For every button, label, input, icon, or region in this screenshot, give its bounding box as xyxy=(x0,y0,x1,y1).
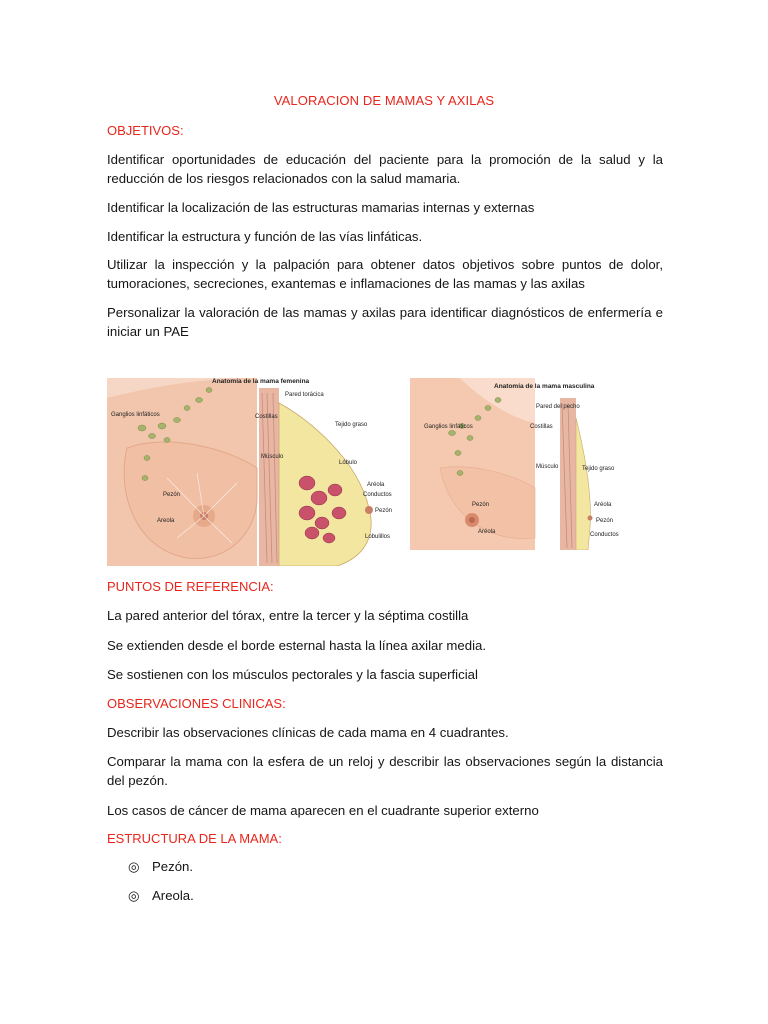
list-item-label: Pezón. xyxy=(152,859,194,874)
observaciones-heading: OBSERVACIONES CLINICAS: xyxy=(107,696,286,711)
svg-text:Aréola: Aréola xyxy=(367,482,385,488)
svg-text:Aréola: Aréola xyxy=(478,529,496,535)
male-breast-anatomy-figure xyxy=(410,378,620,550)
svg-text:Conductos: Conductos xyxy=(590,532,619,538)
svg-text:Pezón: Pezón xyxy=(375,508,393,514)
svg-text:Costillas: Costillas xyxy=(255,414,278,420)
list-item xyxy=(128,888,194,904)
svg-text:Ganglios linfáticos: Ganglios linfáticos xyxy=(424,424,473,430)
svg-text:Músculo: Músculo xyxy=(536,464,559,470)
punto-3: Se sostienen con los músculos pectorales y la fascia superficial xyxy=(107,667,478,682)
punto-2: Se extienden desde el borde esternal hasta la línea axilar media. xyxy=(107,638,487,653)
svg-text:Areola: Areola xyxy=(157,518,175,524)
svg-text:Pared torácica: Pared torácica xyxy=(285,392,324,398)
male-figure-title: Anatomía de la mama masculina xyxy=(494,383,595,390)
objetivo-5: Personalizar la valoración de las mamas y axilas para identificar diagnósticos de enfermería e iniciar un PAE xyxy=(107,305,663,339)
svg-text:Lóbulo: Lóbulo xyxy=(339,460,358,466)
objetivo-3: Identificar la estructura y función de las vías linfáticas. xyxy=(107,229,423,244)
svg-text:Pezón: Pezón xyxy=(163,492,181,498)
observacion-1: Describir las observaciones clínicas de cada mama en 4 cuadrantes. xyxy=(107,725,509,740)
svg-text:Tejido graso: Tejido graso xyxy=(582,466,615,472)
svg-text:Pezón: Pezón xyxy=(596,518,614,524)
bullet-icon: ◎ xyxy=(128,859,140,874)
svg-text:Conductos: Conductos xyxy=(363,492,392,498)
svg-text:Pared del pecho: Pared del pecho xyxy=(536,404,580,410)
bullet-icon: ◎ xyxy=(128,888,140,903)
list-item-label: Areola. xyxy=(152,888,194,903)
svg-text:Ganglios linfáticos: Ganglios linfáticos xyxy=(111,412,160,418)
observacion-2: Comparar la mama con la esfera de un reloj y describir las observaciones según la distancia del pezón. xyxy=(107,754,663,788)
svg-text:Tejido graso: Tejido graso xyxy=(335,422,368,428)
objetivo-1: Identificar oportunidades de educación del paciente para la promoción de la salud y la reducción de los riesgos relacionados con la salud mamaria. xyxy=(107,152,663,186)
puntos-heading: PUNTOS DE REFERENCIA: xyxy=(107,579,274,594)
document-title: VALORACION DE MAMAS Y AXILAS xyxy=(273,93,495,108)
svg-text:Lobulillos: Lobulillos xyxy=(365,534,391,540)
objetivos-heading: OBJETIVOS: xyxy=(107,123,184,138)
svg-text:Pezón: Pezón xyxy=(472,502,490,508)
objetivo-4: Utilizar la inspección y la palpación para obtener datos objetivos sobre puntos de dolor, tumoraciones, secreciones, exantemas e inflamaciones de las mamas y las axilas xyxy=(107,257,663,291)
punto-1: La pared anterior del tórax, entre la tercer y la séptima costilla xyxy=(107,608,469,623)
objetivo-2: Identificar la localización de las estructuras mamarias internas y externas xyxy=(107,200,535,215)
observacion-3: Los casos de cáncer de mama aparecen en el cuadrante superior externo xyxy=(107,803,539,818)
female-breast-anatomy-figure xyxy=(107,378,397,566)
svg-text:Músculo: Músculo xyxy=(261,454,284,460)
estructura-heading: ESTRUCTURA DE LA MAMA: xyxy=(107,831,282,846)
female-figure-title: Anatomía de la mama femenina xyxy=(212,378,310,385)
list-item xyxy=(128,859,193,875)
svg-text:Costillas: Costillas xyxy=(530,424,553,430)
svg-text:Aréola: Aréola xyxy=(594,502,612,508)
